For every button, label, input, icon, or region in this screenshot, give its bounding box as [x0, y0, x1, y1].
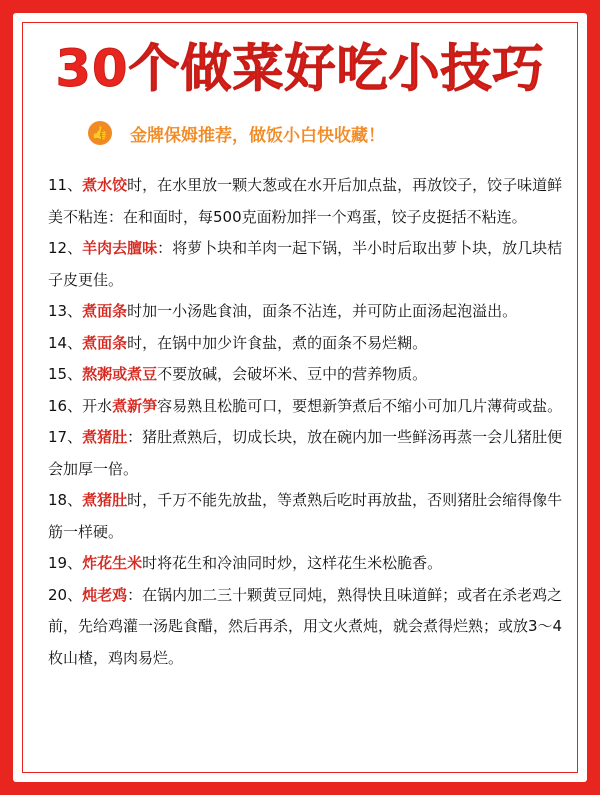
- tip-item: [48, 422, 564, 485]
- tip-keyword: 炸花生米: [82, 554, 143, 572]
- tip-number: 12、: [48, 239, 83, 257]
- tip-text: 时，在水里放一颗大葱或在水开后加点盐，再放饺子，饺子味道鲜美不粘连：在和面时，每500克面粉加拌一个鸡蛋，饺子皮挺括不粘连。: [48, 176, 563, 226]
- tip-number: 19、: [48, 554, 83, 572]
- tip-text: ：猪肚煮熟后，切成长块，放在碗内加一些鲜汤再蒸一会儿猪肚便会加厚一倍。: [48, 428, 563, 478]
- tip-prefix: 开水: [82, 396, 113, 415]
- tip-text: 时，千万不能先放盐，等煮熟后吃时再放盐，否则猪肚会缩得像牛筋一样硬。: [48, 491, 563, 541]
- tip-keyword: 炖老鸡: [82, 585, 128, 604]
- tip-text: 时将花生和冷油同时炒，这样花生米松脆香。: [142, 554, 443, 572]
- tip-number: 16、: [48, 396, 83, 415]
- tip-keyword: 煮水饺: [82, 176, 128, 194]
- tip-item: [48, 170, 564, 233]
- thumbs-up-icon: 👍: [88, 121, 112, 145]
- tip-keyword: 煮猪肚: [82, 428, 128, 446]
- tip-number: 20、: [48, 585, 83, 604]
- tip-text: 不要放碱，会破坏米、豆中的营养物质。: [157, 365, 428, 383]
- tip-number: 13、: [48, 302, 83, 320]
- tip-text: 容易熟且松脆可口，要想新笋煮后不缩小可加几片薄荷或盐。: [157, 396, 563, 415]
- tip-number: 15、: [48, 365, 83, 383]
- tip-item: [48, 580, 564, 675]
- tip-number: 18、: [48, 491, 83, 509]
- tip-keyword: 煮面条: [82, 333, 128, 352]
- tip-text: ：将萝卜块和羊肉一起下锅，半小时后取出萝卜块，放几块桔子皮更佳。: [48, 239, 563, 289]
- tip-text: ：在锅内加二三十颗黄豆同炖，熟得快且味道鲜；或者在杀老鸡之前，先给鸡灌一汤匙食醋，然后再杀，用文火煮炖，就会煮得烂熟；或放3～4枚山楂，鸡肉易烂。: [48, 585, 563, 667]
- tip-text: 时，在锅中加少许食盐，煮的面条不易烂糊。: [127, 333, 428, 352]
- tip-keyword: 羊肉去膻味: [82, 239, 158, 257]
- tip-item: [48, 328, 564, 360]
- tip-number: 11、: [48, 176, 83, 194]
- tips-list: [48, 170, 564, 674]
- tip-item: [48, 296, 564, 328]
- tip-keyword: 煮猪肚: [82, 491, 128, 509]
- tip-item: [48, 233, 564, 296]
- tip-item: [48, 548, 564, 580]
- subtitle-row: [88, 118, 385, 148]
- tip-number: 17、: [48, 428, 83, 446]
- tip-keyword: 熬粥或煮豆: [82, 365, 158, 383]
- subtitle: 金牌保姆推荐，做饭小白快收藏！: [130, 125, 385, 146]
- tip-keyword: 煮面条: [82, 302, 128, 320]
- tip-keyword: 煮新笋: [112, 396, 158, 415]
- tip-item: [48, 485, 564, 548]
- page-title: 30个做菜好吃小技巧: [55, 40, 545, 99]
- tip-item: [48, 359, 564, 391]
- tip-number: 14、: [48, 333, 83, 352]
- tip-item: [48, 391, 564, 423]
- tip-text: 时加一小汤匙食油，面条不沾连，并可防止面汤起泡溢出。: [127, 302, 518, 320]
